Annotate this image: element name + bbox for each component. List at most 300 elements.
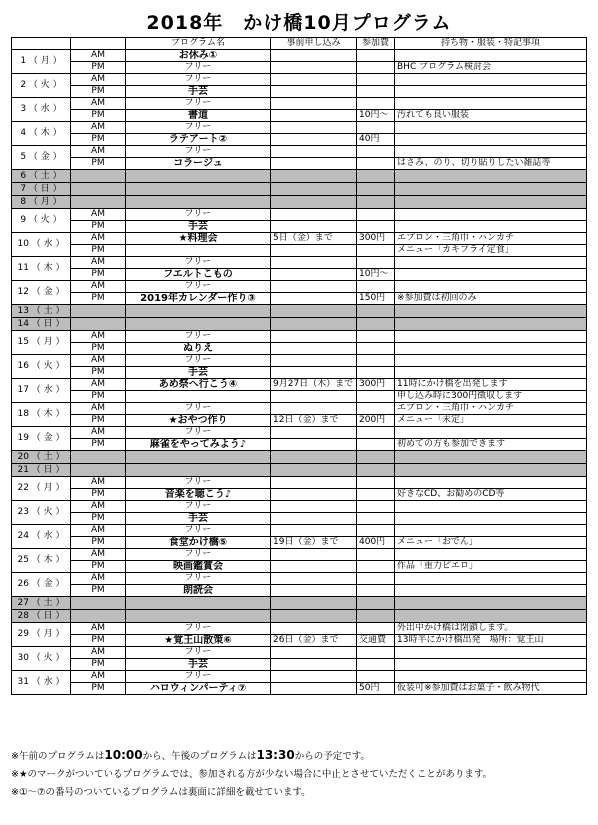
holiday-cell	[271, 464, 357, 477]
program-name: 手芸	[126, 221, 271, 233]
deadline-cell: 5日（金）まで	[271, 233, 357, 245]
pm-label: PM	[71, 537, 126, 549]
note-cell: メニュー「未定」	[395, 415, 587, 427]
day-label: 7 （ 日 ）	[12, 183, 71, 196]
program-name: フリー	[126, 331, 271, 343]
deadline-cell	[271, 489, 357, 501]
deadline-cell	[271, 513, 357, 525]
note-cell	[395, 647, 587, 659]
pm-label: PM	[71, 391, 126, 403]
holiday-cell	[71, 183, 126, 196]
note-cell: BHC プログラム検討会	[395, 62, 587, 74]
note-cell: 外出中かけ橋は閉鎖します。	[395, 623, 587, 635]
fee-cell	[357, 74, 395, 86]
header-deadline: 事前申し込み	[271, 38, 357, 50]
note-cell: 作品「重力ピエロ」	[395, 561, 587, 573]
pm-label: PM	[71, 367, 126, 379]
deadline-cell	[271, 683, 357, 695]
day-label: 27 （ 土 ）	[12, 597, 71, 610]
program-name: フリー	[126, 74, 271, 86]
fee-cell	[357, 659, 395, 671]
footnotes	[11, 746, 591, 802]
day-label: 5 （ 金 ）	[12, 146, 71, 170]
pm-label: PM	[71, 489, 126, 501]
pm-label: PM	[71, 659, 126, 671]
program-name: 食堂かけ橋⑤	[126, 537, 271, 549]
am-row	[12, 50, 587, 62]
fee-cell	[357, 221, 395, 233]
footnote-numbered: ※①～⑦の番号のついているプログラムは裏面に詳細を載せています。	[11, 787, 311, 798]
am-label: AM	[71, 647, 126, 659]
program-name: ラテアート②	[126, 134, 271, 146]
day-label: 11 （ 木 ）	[12, 257, 71, 281]
footnote-text: から、午後のプログラムは	[142, 751, 257, 762]
fee-cell	[357, 671, 395, 683]
pm-row	[12, 561, 587, 573]
pm-row	[12, 293, 587, 305]
pm-row	[12, 659, 587, 671]
pm-row	[12, 415, 587, 427]
note-cell	[395, 343, 587, 355]
holiday-cell	[126, 318, 271, 331]
day-label: 4 （ 木 ）	[12, 122, 71, 146]
am-row	[12, 427, 587, 439]
day-label: 8 （ 月 ）	[12, 196, 71, 209]
day-label: 24 （ 水 ）	[12, 525, 71, 549]
holiday-cell	[357, 305, 395, 318]
deadline-cell	[271, 671, 357, 683]
pm-row	[12, 110, 587, 122]
footnote-cancel: ※★のマークがついているプログラムでは、参加される方が少ない場合に中止とさせていただくことがあります。	[11, 769, 493, 780]
deadline-cell	[271, 623, 357, 635]
fee-cell	[357, 585, 395, 597]
pm-row	[12, 513, 587, 525]
header-row	[12, 38, 587, 50]
note-cell	[395, 513, 587, 525]
note-cell: 初めての方も参加できます	[395, 439, 587, 451]
holiday-cell	[71, 318, 126, 331]
note-cell	[395, 146, 587, 158]
am-label: AM	[71, 623, 126, 635]
page-title: 2018年 かけ橋10月プログラム	[146, 12, 452, 34]
day-label: 16 （ 火 ）	[12, 355, 71, 379]
note-cell: 11時にかけ橋を出発します	[395, 379, 587, 391]
am-row	[12, 355, 587, 367]
fee-cell	[357, 98, 395, 110]
pm-label: PM	[71, 635, 126, 647]
program-name: 手芸	[126, 86, 271, 98]
am-label: AM	[71, 50, 126, 62]
note-cell	[395, 50, 587, 62]
deadline-cell	[271, 221, 357, 233]
note-cell	[395, 585, 587, 597]
holiday-row	[12, 305, 587, 318]
pm-label: PM	[71, 439, 126, 451]
holiday-cell	[126, 305, 271, 318]
deadline-cell	[271, 245, 357, 257]
am-row	[12, 281, 587, 293]
program-name: フリー	[126, 525, 271, 537]
deadline-cell	[271, 573, 357, 585]
program-name: 書道	[126, 110, 271, 122]
day-label: 31 （ 水 ）	[12, 671, 71, 695]
holiday-cell	[71, 305, 126, 318]
holiday-cell	[126, 196, 271, 209]
program-name: ★おやつ作り	[126, 415, 271, 427]
note-cell	[395, 134, 587, 146]
holiday-cell	[395, 305, 587, 318]
note-cell	[395, 209, 587, 221]
holiday-cell	[126, 464, 271, 477]
day-label: 2 （ 火 ）	[12, 74, 71, 98]
program-name: コラージュ	[126, 158, 271, 170]
program-name: 麻雀をやってみよう♪	[126, 439, 271, 451]
am-label: AM	[71, 355, 126, 367]
day-label: 6 （ 土 ）	[12, 170, 71, 183]
am-row	[12, 146, 587, 158]
note-cell: 汚れても良い服装	[395, 110, 587, 122]
holiday-row	[12, 597, 587, 610]
holiday-cell	[357, 196, 395, 209]
note-cell	[395, 74, 587, 86]
deadline-cell	[271, 331, 357, 343]
am-row	[12, 477, 587, 489]
program-name: フリー	[126, 355, 271, 367]
note-cell	[395, 501, 587, 513]
note-cell: 申し込み時に300円徴収します	[395, 391, 587, 403]
program-name: 映画鑑賞会	[126, 561, 271, 573]
am-row	[12, 573, 587, 585]
pm-row	[12, 439, 587, 451]
deadline-cell: 26日（金）まで	[271, 635, 357, 647]
footnote-text: ※午前のプログラムは	[11, 751, 105, 762]
note-cell	[395, 671, 587, 683]
note-cell	[395, 659, 587, 671]
holiday-cell	[357, 170, 395, 183]
header-fee: 参加費	[357, 38, 395, 50]
am-label: AM	[71, 257, 126, 269]
program-name: フリー	[126, 477, 271, 489]
note-cell	[395, 549, 587, 561]
holiday-cell	[395, 451, 587, 464]
day-label: 1 （ 月 ）	[12, 50, 71, 74]
holiday-cell	[271, 196, 357, 209]
fee-cell	[357, 513, 395, 525]
holiday-cell	[395, 183, 587, 196]
program-name	[126, 245, 271, 257]
program-name: フリー	[126, 573, 271, 585]
holiday-cell	[126, 597, 271, 610]
deadline-cell	[271, 146, 357, 158]
pm-row	[12, 62, 587, 74]
am-row	[12, 122, 587, 134]
am-row	[12, 501, 587, 513]
fee-cell	[357, 62, 395, 74]
pm-row	[12, 489, 587, 501]
holiday-row	[12, 610, 587, 623]
note-cell: 好きなCD、お勧めのCD等	[395, 489, 587, 501]
am-label: AM	[71, 331, 126, 343]
pm-label: PM	[71, 221, 126, 233]
am-label: AM	[71, 549, 126, 561]
holiday-cell	[395, 196, 587, 209]
fee-cell	[357, 146, 395, 158]
holiday-cell	[271, 305, 357, 318]
deadline-cell	[271, 525, 357, 537]
pm-label: PM	[71, 561, 126, 573]
fee-cell	[357, 355, 395, 367]
holiday-cell	[357, 451, 395, 464]
fee-cell: 150円	[357, 293, 395, 305]
note-cell: 13時半にかけ橋出発 場所：覚王山	[395, 635, 587, 647]
day-label: 30 （ 火 ）	[12, 647, 71, 671]
holiday-cell	[71, 170, 126, 183]
schedule-body	[12, 38, 587, 695]
program-name: フリー	[126, 209, 271, 221]
program-name: ハロウィンパーティ⑦	[126, 683, 271, 695]
deadline-cell: 9月27日（木）まで	[271, 379, 357, 391]
deadline-cell	[271, 62, 357, 74]
am-label: AM	[71, 477, 126, 489]
fee-cell	[357, 427, 395, 439]
am-row	[12, 379, 587, 391]
deadline-cell	[271, 122, 357, 134]
am-row	[12, 623, 587, 635]
program-name: フリー	[126, 281, 271, 293]
program-name: フリー	[126, 146, 271, 158]
deadline-cell	[271, 659, 357, 671]
holiday-cell	[395, 170, 587, 183]
holiday-row	[12, 464, 587, 477]
program-name: 朗読会	[126, 585, 271, 597]
deadline-cell	[271, 647, 357, 659]
program-name: フリー	[126, 623, 271, 635]
am-row	[12, 257, 587, 269]
pm-label: PM	[71, 134, 126, 146]
deadline-cell	[271, 74, 357, 86]
program-name: 手芸	[126, 513, 271, 525]
am-row	[12, 403, 587, 415]
day-label: 9 （ 火 ）	[12, 209, 71, 233]
program-name: ぬりえ	[126, 343, 271, 355]
holiday-cell	[357, 610, 395, 623]
holiday-cell	[395, 610, 587, 623]
program-name: フリー	[126, 549, 271, 561]
holiday-cell	[271, 597, 357, 610]
fee-cell	[357, 209, 395, 221]
note-cell	[395, 525, 587, 537]
deadline-cell	[271, 439, 357, 451]
fee-cell: 交通費	[357, 635, 395, 647]
day-label: 10 （ 水 ）	[12, 233, 71, 257]
fee-cell	[357, 477, 395, 489]
day-label: 12 （ 金 ）	[12, 281, 71, 305]
pm-label: PM	[71, 513, 126, 525]
program-name: お休み①	[126, 50, 271, 62]
am-label: AM	[71, 403, 126, 415]
note-cell	[395, 257, 587, 269]
deadline-cell	[271, 86, 357, 98]
deadline-cell	[271, 355, 357, 367]
program-name: 手芸	[126, 367, 271, 379]
am-label: AM	[71, 233, 126, 245]
pm-label: PM	[71, 62, 126, 74]
fee-cell: 300円	[357, 233, 395, 245]
am-row	[12, 98, 587, 110]
note-cell: エプロン・三角巾・ハンカチ	[395, 403, 587, 415]
holiday-cell	[71, 451, 126, 464]
holiday-cell	[126, 451, 271, 464]
pm-label: PM	[71, 415, 126, 427]
fee-cell	[357, 561, 395, 573]
note-cell	[395, 86, 587, 98]
pm-row	[12, 245, 587, 257]
note-cell	[395, 122, 587, 134]
footnote-text: からの予定です。	[294, 751, 370, 762]
day-label: 13 （ 土 ）	[12, 305, 71, 318]
am-label: AM	[71, 525, 126, 537]
program-name: フリー	[126, 403, 271, 415]
program-name: 2019年カレンダー作り③	[126, 293, 271, 305]
pm-row	[12, 86, 587, 98]
program-name: あめ祭へ行こう④	[126, 379, 271, 391]
fee-cell: 10円～	[357, 269, 395, 281]
header-program: プログラム名	[126, 38, 271, 50]
holiday-cell	[126, 610, 271, 623]
note-cell: メニュー「カキフライ定食」	[395, 245, 587, 257]
pm-row	[12, 367, 587, 379]
note-cell: 仮装可※参加費はお菓子・飲み物代	[395, 683, 587, 695]
fee-cell	[357, 647, 395, 659]
fee-cell	[357, 158, 395, 170]
day-label: 22 （ 月 ）	[12, 477, 71, 501]
pm-start-time: 13:30	[256, 748, 295, 762]
am-label: AM	[71, 671, 126, 683]
pm-row	[12, 391, 587, 403]
deadline-cell	[271, 501, 357, 513]
program-name: 手芸	[126, 659, 271, 671]
note-cell	[395, 573, 587, 585]
am-label: AM	[71, 122, 126, 134]
am-label: AM	[71, 74, 126, 86]
holiday-row	[12, 318, 587, 331]
fee-cell	[357, 331, 395, 343]
deadline-cell	[271, 110, 357, 122]
holiday-cell	[71, 610, 126, 623]
pm-row	[12, 134, 587, 146]
day-label: 23 （ 火 ）	[12, 501, 71, 525]
am-label: AM	[71, 379, 126, 391]
fee-cell	[357, 343, 395, 355]
deadline-cell	[271, 158, 357, 170]
holiday-cell	[395, 318, 587, 331]
holiday-cell	[271, 610, 357, 623]
note-cell: メニュー「おでん」	[395, 537, 587, 549]
holiday-cell	[357, 318, 395, 331]
footnote-time	[11, 746, 591, 766]
fee-cell	[357, 525, 395, 537]
pm-row	[12, 269, 587, 281]
fee-cell	[357, 245, 395, 257]
holiday-cell	[271, 170, 357, 183]
program-name: フリー	[126, 427, 271, 439]
deadline-cell	[271, 257, 357, 269]
pm-row	[12, 635, 587, 647]
day-label: 20 （ 土 ）	[12, 451, 71, 464]
day-label: 14 （ 日 ）	[12, 318, 71, 331]
fee-cell	[357, 573, 395, 585]
holiday-cell	[357, 183, 395, 196]
deadline-cell	[271, 403, 357, 415]
holiday-cell	[271, 451, 357, 464]
day-label: 29 （ 月 ）	[12, 623, 71, 647]
am-row	[12, 331, 587, 343]
fee-cell	[357, 403, 395, 415]
day-label: 26 （ 金 ）	[12, 573, 71, 597]
header-notes: 持ち物・服装・特記事項	[395, 38, 587, 50]
pm-row	[12, 585, 587, 597]
am-row	[12, 74, 587, 86]
header-day	[12, 38, 71, 50]
pm-row	[12, 537, 587, 549]
deadline-cell: 19日（金）まで	[271, 537, 357, 549]
fee-cell	[357, 549, 395, 561]
deadline-cell	[271, 427, 357, 439]
pm-label: PM	[71, 86, 126, 98]
fee-cell	[357, 257, 395, 269]
day-label: 3 （ 水 ）	[12, 98, 71, 122]
pm-row	[12, 343, 587, 355]
am-row	[12, 671, 587, 683]
deadline-cell	[271, 269, 357, 281]
deadline-cell: 12日（金）まで	[271, 415, 357, 427]
deadline-cell	[271, 585, 357, 597]
program-name: フリー	[126, 501, 271, 513]
am-start-time: 10:00	[104, 748, 143, 762]
holiday-cell	[71, 464, 126, 477]
am-label: AM	[71, 146, 126, 158]
pm-row	[12, 158, 587, 170]
deadline-cell	[271, 281, 357, 293]
note-cell	[395, 427, 587, 439]
program-name: フリー	[126, 671, 271, 683]
pm-row	[12, 221, 587, 233]
pm-row	[12, 683, 587, 695]
holiday-cell	[126, 170, 271, 183]
note-cell: ※参加費は初回のみ	[395, 293, 587, 305]
holiday-cell	[271, 183, 357, 196]
deadline-cell	[271, 477, 357, 489]
holiday-cell	[71, 196, 126, 209]
day-label: 19 （ 金 ）	[12, 427, 71, 451]
program-name: フリー	[126, 62, 271, 74]
day-label: 21 （ 日 ）	[12, 464, 71, 477]
holiday-row	[12, 170, 587, 183]
am-label: AM	[71, 209, 126, 221]
am-row	[12, 525, 587, 537]
fee-cell: 10円～	[357, 110, 395, 122]
pm-label: PM	[71, 683, 126, 695]
am-row	[12, 233, 587, 245]
holiday-cell	[126, 183, 271, 196]
deadline-cell	[271, 391, 357, 403]
fee-cell	[357, 439, 395, 451]
deadline-cell	[271, 367, 357, 379]
pm-label: PM	[71, 343, 126, 355]
program-name: フリー	[126, 122, 271, 134]
fee-cell: 400円	[357, 537, 395, 549]
deadline-cell	[271, 293, 357, 305]
